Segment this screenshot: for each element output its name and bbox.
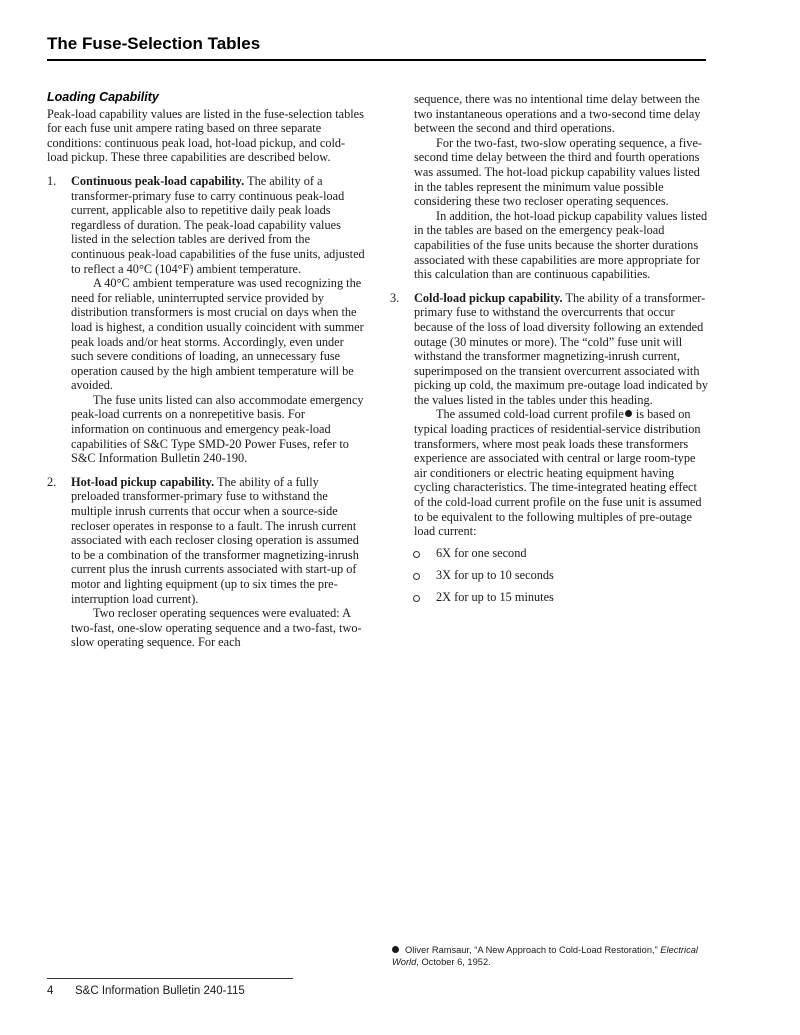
item-text: The ability of a transformer-primary fuse to withstand the overcurrents that occur because of the loss of load diversity following an extended outage (30 minutes or more). The “cold” fuse unit will withstand the transformer magnetizing-inrush current, superimposed on the transient overcurrent associated with picking up cold, the maximum pre-outage load indicated by the values listed in the tables under this heading. <box>414 290 709 407</box>
page-footer <box>47 985 245 997</box>
item-lead: Hot-load pickup capability. <box>71 474 215 489</box>
section-heading: Loading Capability <box>47 90 159 104</box>
footnote-marker-icon <box>625 410 632 417</box>
circle-bullet-icon <box>413 573 420 580</box>
intro-paragraph: Peak-load capability values are listed in the fuse-selection tables for each fuse unit ampere rating based on three separate conditions: continuous peak load, hot-load pickup, and cold-load pickup. These three capabilities are described below. <box>47 106 364 165</box>
continuation-paragraph: sequence, there was no intentional time delay between the two instantaneous operations and a two-second time delay between the second and third operations. <box>414 92 701 136</box>
item-number: 3. <box>390 290 400 305</box>
list-item: 6X for one second <box>390 546 710 561</box>
page-title: The Fuse-Selection Tables <box>47 34 261 53</box>
continuation-block <box>390 92 710 282</box>
multiples-list <box>390 546 710 605</box>
list-item: 3X for up to 10 seconds <box>390 568 710 583</box>
circle-bullet-icon <box>413 551 420 558</box>
item-lead: Continuous peak-load capability. <box>71 173 245 188</box>
item-paragraph: The fuse units listed can also accommodate emergency peak-load currents on a nonrepetitive basis. For information on continuous and emergency peak-load capabilities of S&C Type SMD-20 Power Fuses, refer to S&C Information Bulletin 240-190. <box>71 392 364 466</box>
right-column <box>390 92 710 605</box>
circle-bullet-icon <box>413 595 420 602</box>
continuation-paragraph: For the two-fast, two-slow operating sequence, a five-second time delay between the third and fourth operations was assumed. The hot-load pickup capability values listed in the tables represent the minimum value possible considering these two recloser operating sequences. <box>414 135 703 209</box>
item-paragraph: A 40°C ambient temperature was used recognizing the need for reliable, uninterrupted service provided by distribution transformers is most crucial on days when the load is highest, a condition usually coincident with summer peak loads and/or heat storms. Accordingly, even under such severe conditions of loading, an unnecessary fuse operation caused by the high ambient temperature will be avoided. <box>71 276 364 393</box>
list-item-cold-load-pickup <box>390 291 710 539</box>
continuation-paragraph: In addition, the hot-load pickup capability values listed in the tables are based on the emergency peak-load capabilities of the fuse units because the shorter durations associated with these capabilities are more appropriate for this calculation than are continuous capabilities. <box>414 208 708 282</box>
item-paragraph: Two recloser operating sequences were evaluated: A two-fast, one-slow operating sequence and a two-fast, two-slow operating sequence. For each <box>71 606 362 650</box>
page-number: 4 <box>47 985 54 997</box>
footnote: Oliver Ramsaur, “A New Approach to Cold-Load Restoration,” Electrical World, October 6, 1952. <box>392 945 698 967</box>
item-number: 1. <box>47 173 57 188</box>
footnote-bullet-icon <box>392 946 399 953</box>
list-item-hot-load-pickup <box>47 475 365 650</box>
footer-rule <box>47 978 293 979</box>
item-number: 2. <box>47 474 57 489</box>
item-text: The ability of a transformer-primary fuse to carry continuous peak-load current, applicable also to repetitive daily peak loads regardless of duration. The peak-load capability values listed in the selection tables are derived from the continuous peak-load capabilities of the fuse units, adjusted to reflect a 40°C (104°F) ambient temperature. <box>71 173 365 276</box>
title-rule <box>47 59 706 61</box>
publication-name: S&C Information Bulletin 240-115 <box>75 985 245 997</box>
item-lead: Cold-load pickup capability. <box>414 290 563 305</box>
item-paragraph: The assumed cold-load current profile is based on typical loading practices of residential-service distribution transformers, where most peak loads these transformers experience are associated with central or large room-type air conditioners or electric heating equipment having cycling characteristics. The time-integrated heating effect of the cold-load current profile on the fuse unit is assumed to be equivalent to the following multiples of pre-outage load current: <box>414 407 702 539</box>
list-item-continuous-peak-load <box>47 174 365 466</box>
left-column <box>47 90 365 650</box>
item-text: The ability of a fully preloaded transformer-primary fuse to withstand the multiple inrush currents that occur when a source-side recloser operates in response to a fault. The inrush current associated with each recloser closing operation is assumed to be a combination of the transformer magnetizing-inrush current plus the inrush currents associated with start-up of motor and lighting equipment (up to six times the pre-interruption load current). <box>71 474 359 606</box>
list-item: 2X for up to 15 minutes <box>390 590 710 605</box>
